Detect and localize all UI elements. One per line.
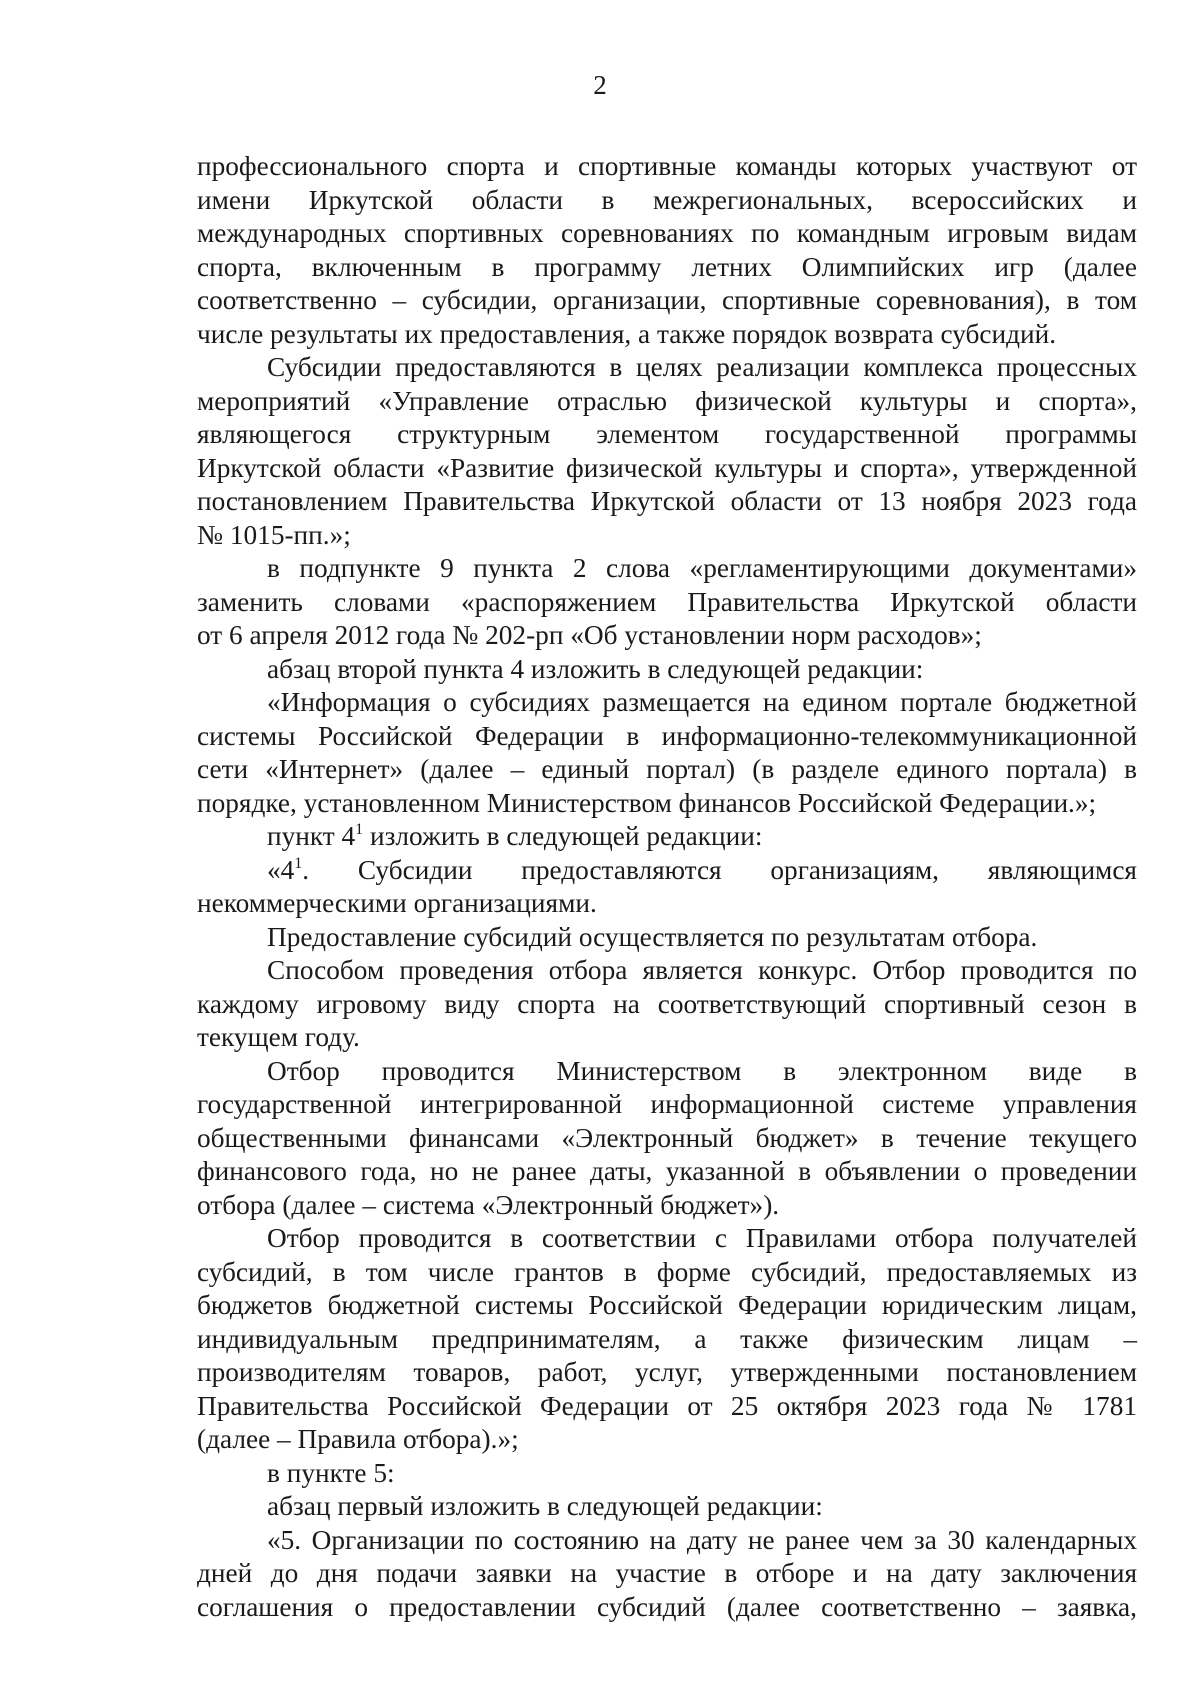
text-line: Способом проведения отбора является конкурс. Отбор проводится по	[267, 955, 1137, 985]
text-line: абзац первый изложить в следующей редакции:	[267, 1491, 823, 1521]
text-line: соответственно – субсидии, организации, спортивные соревнования), в том	[197, 285, 1137, 315]
text-line: международных спортивных соревнованиях по командным игровым видам	[197, 218, 1137, 248]
text-line: числе результаты их предоставления, а также порядок возврата субсидий.	[197, 318, 1057, 349]
text-line: бюджетов бюджетной системы Российской Федерации юридическим лицам,	[197, 1290, 1137, 1320]
paragraph	[197, 1457, 1137, 1491]
text-line: дней до дня подачи заявки на участие в отборе и на дату заключения	[197, 1558, 1137, 1588]
text-line: (далее – Правила отбора).»;	[197, 1424, 519, 1454]
paragraph	[197, 854, 1137, 921]
text-line: «Информация о субсидиях размещается на едином портале бюджетной	[267, 687, 1137, 717]
paragraph	[197, 954, 1137, 1055]
text-line: Отбор проводится Министерством в электронном виде в	[267, 1055, 1137, 1086]
text-line: производителям товаров, работ, услуг, утвержденными постановлением	[197, 1357, 1137, 1387]
text-line: от 6 апреля 2012 года № 202-рп «Об установлении норм расходов»;	[197, 620, 982, 650]
text-line: профессионального спорта и спортивные команды которых участвуют от	[197, 151, 1137, 181]
text-line: «5. Организации по состоянию на дату не ранее чем за 30 календарных	[267, 1524, 1137, 1555]
text-line: сети «Интернет» (далее – единый портал) (в разделе единого портала) в	[197, 754, 1137, 784]
text-line: имени Иркутской области в межрегиональных, всероссийских и	[197, 184, 1137, 215]
paragraph	[197, 552, 1137, 653]
paragraph	[197, 686, 1137, 820]
page-number: 2	[593, 70, 607, 100]
paragraph	[197, 820, 1137, 854]
text-line: общественными финансами «Электронный бюджет» в течение текущего	[197, 1122, 1137, 1153]
text-line: текущем году.	[197, 1022, 360, 1052]
paragraph	[197, 150, 1137, 351]
text-line: заменить словами «распоряжением Правительства Иркутской области	[197, 586, 1137, 617]
text-line: в пункте 5:	[267, 1457, 395, 1488]
text-line: Иркутской области «Развитие физической культуры и спорта», утвержденной	[197, 452, 1137, 483]
text-line: мероприятий «Управление отраслью физической культуры и спорта»,	[197, 385, 1137, 416]
text-line: Предоставление субсидий осуществляется по результатам отбора.	[267, 921, 1038, 952]
text-line: системы Российской Федерации в информационно-телекоммуникационной	[197, 720, 1137, 751]
text-line: № 1015-пп.»;	[197, 519, 351, 550]
text-line: Правительства Российской Федерации от 25 октября 2023 года № 1781	[197, 1390, 1137, 1421]
paragraph	[197, 921, 1137, 955]
paragraph	[197, 351, 1137, 552]
text-line: Субсидии предоставляются в целях реализации комплекса процессных	[267, 352, 1137, 382]
text-line: каждому игровому виду спорта на соответствующий спортивный сезон в	[197, 988, 1137, 1019]
paragraph	[197, 653, 1137, 687]
text-line: некоммерческими организациями.	[197, 888, 597, 918]
text-line: государственной интегрированной информационной системе управления	[197, 1089, 1137, 1119]
text-line: постановлением Правительства Иркутской области от 13 ноября 2023 года	[197, 486, 1137, 516]
text-line: индивидуальным предпринимателям, а также физическим лицам –	[197, 1323, 1137, 1354]
text-line: в подпункте 9 пункта 2 слова «регламентирующими документами»	[267, 553, 1137, 583]
text-line: «$4^1$. Субсидии предоставляются организациям, являющимся	[267, 854, 1137, 885]
text-line: абзац второй пункта 4 изложить в следующей редакции:	[267, 653, 924, 684]
paragraph	[197, 1222, 1137, 1457]
text-line: отбора (далее – система «Электронный бюджет»).	[197, 1189, 780, 1220]
document-body	[197, 150, 1137, 1624]
paragraph	[197, 1524, 1137, 1625]
paragraph	[197, 1490, 1137, 1524]
text-line: Отбор проводится в соответствии с Правилами отбора получателей	[267, 1223, 1137, 1253]
text-line: пункт $4^1$ изложить в следующей редакции:	[267, 821, 763, 851]
text-line: финансового года, но не ранее даты, указанной в объявлении о проведении	[197, 1156, 1137, 1186]
text-line: спорта, включенным в программу летних Олимпийских игр (далее	[197, 251, 1137, 282]
text-line: субсидий, в том числе грантов в форме субсидий, предоставляемых из	[197, 1256, 1137, 1287]
text-line: порядке, установленном Министерством финансов Российской Федерации.»;	[197, 787, 1097, 818]
text-line: являющегося структурным элементом государственной программы	[197, 419, 1137, 449]
paragraph	[197, 1055, 1137, 1223]
text-line: соглашения о предоставлении субсидий (далее соответственно – заявка,	[197, 1591, 1137, 1622]
